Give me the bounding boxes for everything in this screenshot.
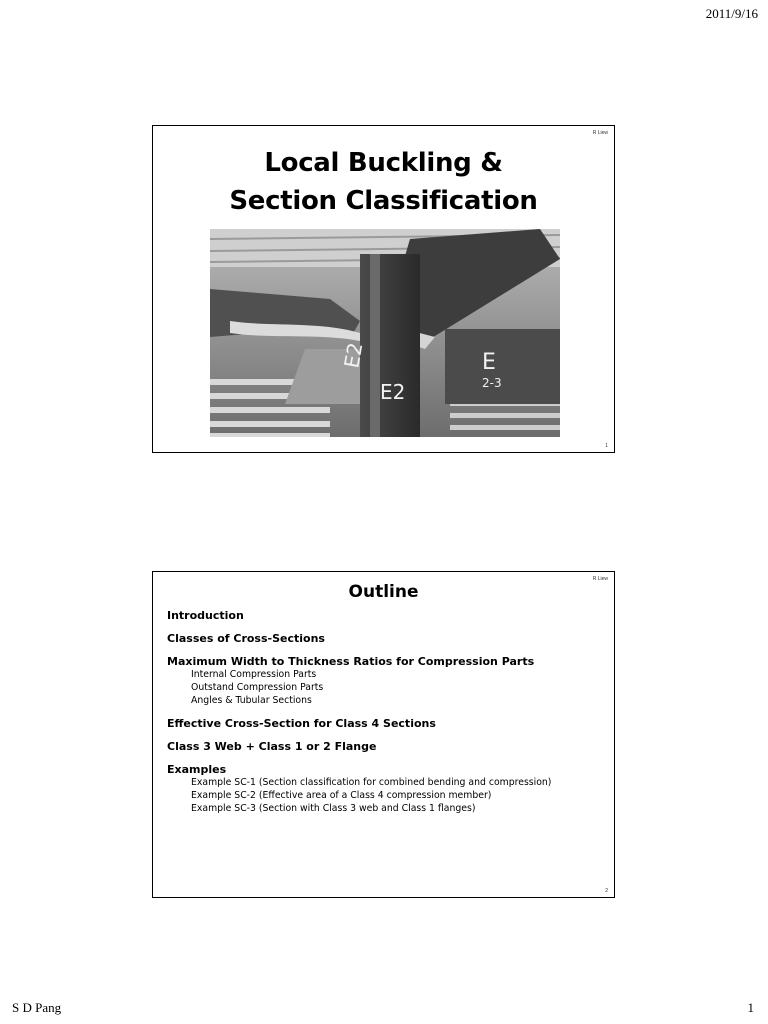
slide-number: 2 — [605, 888, 608, 894]
slide-author-tag: R Liew — [592, 576, 608, 582]
chalk-label-e2-vertical: E2 — [339, 340, 368, 370]
chalk-label-e: E — [482, 350, 496, 375]
page-date: 2011/9/16 — [705, 6, 758, 21]
outline-subitem: Example SC-1 (Section classification for combined bending and compression) — [191, 777, 552, 788]
chalk-label-2-3: 2-3 — [482, 376, 502, 390]
outline-item-classes: Classes of Cross-Sections — [167, 632, 325, 645]
outline-item-max-width-ratios: Maximum Width to Thickness Ratios for Compression Parts — [167, 655, 535, 668]
outline-subitem: Example SC-3 (Section with Class 3 web and Class 1 flanges) — [191, 803, 476, 814]
slide-title-line-1: Local Buckling & — [264, 148, 503, 178]
outline-subitem: Example SC-2 (Effective area of a Class 4 compression member) — [191, 790, 492, 801]
chalk-label-e2: E2 — [380, 380, 406, 404]
slide-author-tag: R Liew — [592, 130, 608, 136]
outline-item-introduction: Introduction — [167, 609, 244, 622]
slide-number: 1 — [605, 443, 608, 449]
outline-list — [167, 609, 604, 815]
buckled-steel-photo — [210, 229, 560, 437]
outline-subitem: Internal Compression Parts — [191, 669, 317, 680]
page-author: S D Pang — [12, 1000, 62, 1015]
slide-title-line-2: Section Classification — [229, 186, 538, 216]
slide-title: Outline — [348, 582, 419, 602]
outline-subitem: Angles & Tubular Sections — [191, 695, 312, 706]
outline-item-class3-web: Class 3 Web + Class 1 or 2 Flange — [167, 740, 377, 753]
outline-item-effective-section: Effective Cross-Section for Class 4 Sections — [167, 717, 436, 730]
slide-title — [153, 144, 614, 220]
outline-item-examples: Examples — [167, 763, 227, 776]
slide-2 — [152, 571, 615, 898]
page-number: 1 — [747, 1000, 754, 1015]
outline-subitem: Outstand Compression Parts — [191, 682, 324, 693]
slide-1 — [152, 125, 615, 453]
